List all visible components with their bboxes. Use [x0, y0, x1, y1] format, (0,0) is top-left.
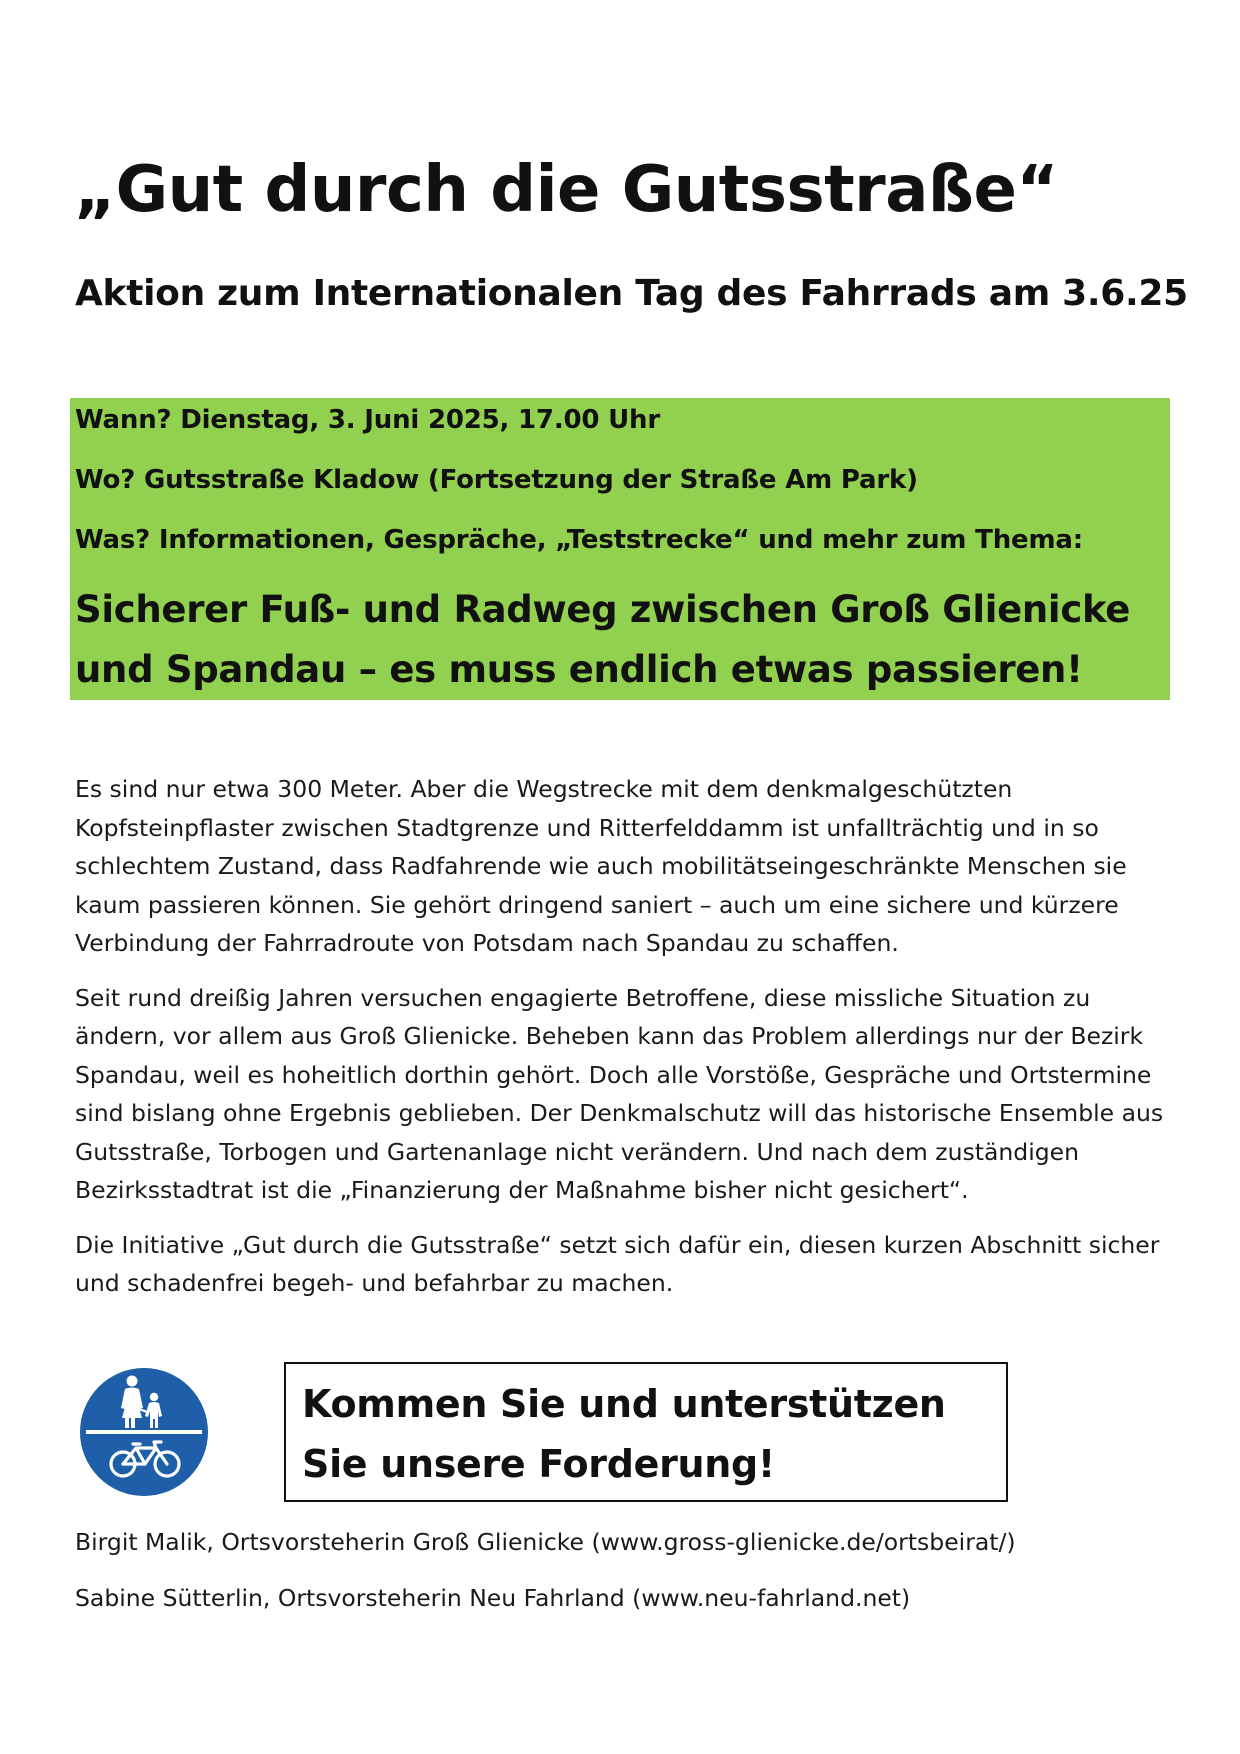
event-what: Was? Informationen, Gespräche, „Teststrecke“ und mehr zum Thema: — [75, 525, 1083, 555]
event-headline: Sicherer Fuß- und Radweg zwischen Groß Glienicke und Spandau – es muss endlich etwas passieren! — [75, 588, 1131, 691]
event-when: Wann? Dienstag, 3. Juni 2025, 17.00 Uhr — [75, 405, 660, 435]
signature-line: Sabine Sütterlin, Ortsvorsteherin Neu Fahrland (www.neu-fahrland.net) — [75, 1584, 911, 1612]
call-to-action-box — [284, 1362, 1008, 1502]
event-info-box — [70, 398, 1170, 700]
signature-line: Birgit Malik, Ortsvorsteherin Groß Glienicke (www.gross-glienicke.de/ortsbeirat/) — [75, 1528, 1016, 1556]
traffic-sign-graphic — [76, 1364, 212, 1500]
body-text — [75, 770, 1175, 1319]
call-to-action-text: Kommen Sie und unterstützen Sie unsere Forderung! — [302, 1382, 946, 1486]
paragraph: Die Initiative „Gut durch die Gutsstraße“ setzt sich dafür ein, diesen kurzen Abschnitt sicher und schadenfrei begeh- und befahrbar zu machen. — [75, 1230, 1160, 1297]
shared-pedestrian-bicycle-path-sign-icon — [76, 1364, 212, 1500]
paragraph: Es sind nur etwa 300 Meter. Aber die Wegstrecke mit dem denkmalgeschützten Kopfsteinpflaster zwischen Stadtgrenze und Ritterfelddamm ist unfallträchtig und in so schlechtem Zustand, dass Radfahrende wie auch mobilitätseingeschränkte Menschen sie kaum passieren können. Sie gehört dringend saniert – auch um eine sichere und kürzere Verbindung der Fahrradroute von Potsdam nach Spandau zu schaffen. — [75, 775, 1127, 957]
paragraph: Seit rund dreißig Jahren versuchen engagierte Betroffene, diese missliche Situation zu ändern, vor allem aus Groß Glienicke. Beheben kann das Problem allerdings nur der Bezirk Spandau, weil es hoheitlich dorthin gehört. Doch alle Vorstöße, Gespräche und Ortstermine sind bislang ohne Ergebnis geblieben. Der Denkmalschutz will das historische Ensemble aus Gutsstraße, Torbogen und Gartenanlage nicht verändern. Und nach dem zuständigen Bezirksstadtrat ist die „Finanzierung der Maßnahme bisher nicht gesichert“. — [75, 983, 1164, 1204]
event-where: Wo? Gutsstraße Kladow (Fortsetzung der Straße Am Park) — [75, 465, 918, 495]
page-title: „Gut durch die Gutsstraße“ — [74, 153, 1058, 227]
page-subtitle: Aktion zum Internationalen Tag des Fahrrads am 3.6.25 — [75, 273, 1188, 314]
